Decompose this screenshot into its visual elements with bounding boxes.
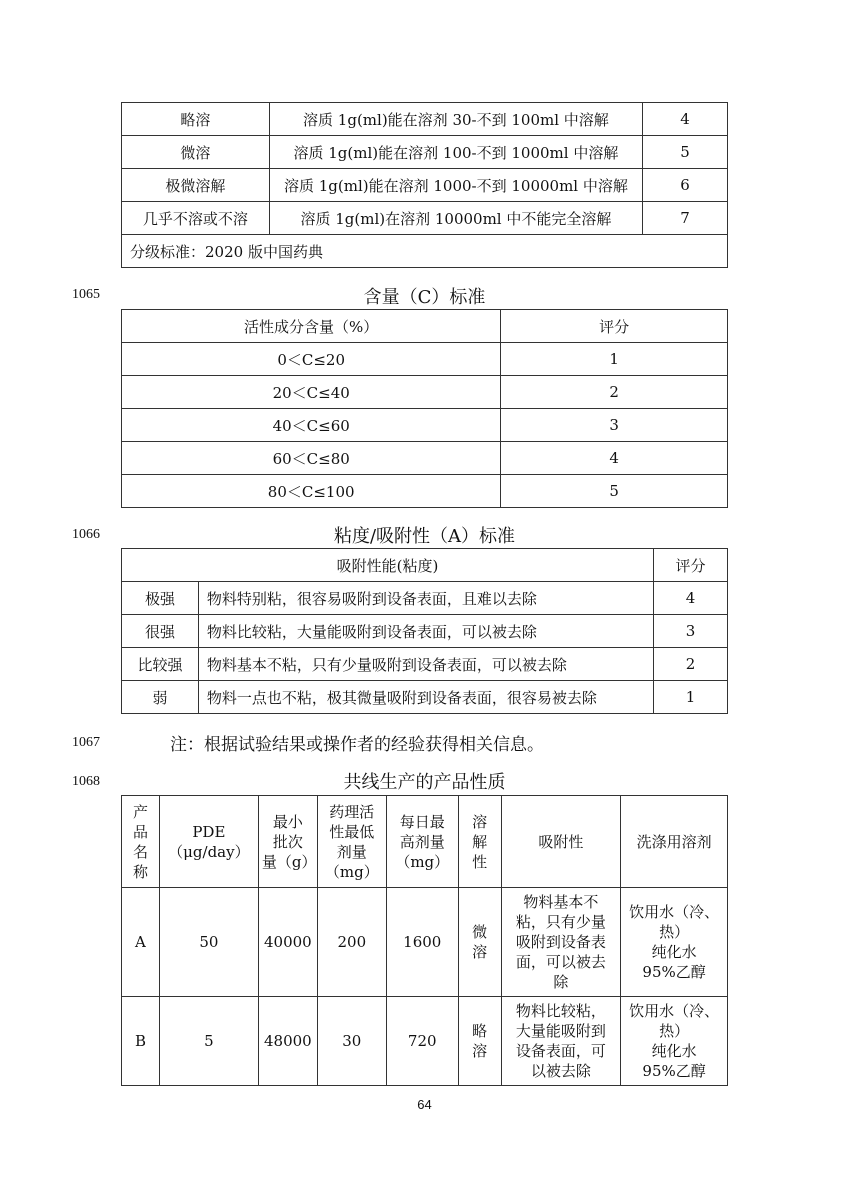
product-solvent [621,888,728,997]
table-row [122,103,728,136]
header-line: （mg） [395,852,450,871]
product-adsorption [501,888,621,997]
table-footer-row [122,235,728,268]
table-row [122,409,728,442]
column-header: 评分 [654,549,728,582]
table-row [122,136,728,169]
product-solvent [621,997,728,1086]
header-line: 溶 [472,812,488,831]
table-row [122,343,728,376]
content-standard-title: 含量（C）标准 [363,287,486,308]
cell-line: 粘，只有少量 [515,913,606,931]
header-line: 性最低 [329,822,375,841]
column-header: 吸附性能(粘度) [122,549,654,582]
header-line: 名 [132,842,148,861]
adsorption-desc: 物料比较粘，大量能吸附到设备表面，可以被去除 [198,615,653,648]
solubility-desc: 溶质 1g(ml)能在溶剂 1000-不到 10000ml 中溶解 [269,169,642,202]
line-number: 1067 [72,735,100,750]
header-line: 性 [472,852,488,871]
content-score: 2 [501,376,728,409]
header-pde [159,796,258,888]
product-name: A [122,888,160,997]
product-daily-dose: 1600 [386,888,458,997]
solubility-term: 微溶 [122,136,270,169]
line-number: 1066 [72,527,100,542]
content-range: 80＜C≤100 [122,475,501,508]
adsorption-level: 很强 [122,615,199,648]
header-line: 产 [132,802,148,821]
table-header-row [122,310,728,343]
product-adsorption [501,997,621,1086]
table-row [122,442,728,475]
cell-line: 溶 [472,943,488,961]
cell-line: 物料比较粘， [515,1002,606,1020]
product-solubility [458,888,501,997]
adsorption-standard-title: 粘度/吸附性（A）标准 [333,526,516,547]
cell-line: 吸附到设备表 [515,933,606,951]
cell-line: 微 [472,923,488,941]
products-title: 共线生产的产品性质 [343,772,506,793]
adsorption-score: 1 [654,681,728,714]
header-line: 称 [132,862,148,881]
product-name: B [122,997,160,1086]
cell-line: 以被去除 [530,1062,591,1080]
adsorption-desc: 物料特别粘，很容易吸附到设备表面，且难以去除 [198,582,653,615]
cell-line: 热） [659,923,690,941]
content-score: 1 [501,343,728,376]
cell-line: 热） [659,1022,690,1040]
header-cleaning-solvent: 洗涤用溶剂 [621,796,728,888]
cell-line: 略 [472,1022,488,1040]
solubility-term: 极微溶解 [122,169,270,202]
header-line: 高剂量 [399,832,445,851]
solubility-desc: 溶质 1g(ml)能在溶剂 30-不到 100ml 中溶解 [269,103,642,136]
solubility-score: 7 [643,202,728,235]
product-pharm-dose: 200 [317,888,386,997]
product-pde: 50 [159,888,258,997]
solubility-score: 6 [643,169,728,202]
solubility-desc: 溶质 1g(ml)在溶剂 10000ml 中不能完全溶解 [269,202,642,235]
cell-line: 大量能吸附到 [515,1022,606,1040]
cell-line: 物料基本不 [523,893,599,911]
content-score: 5 [501,475,728,508]
adsorption-score: 2 [654,648,728,681]
header-line: 剂量 [336,842,367,861]
adsorption-level: 比较强 [122,648,199,681]
header-solubility [458,796,501,888]
cell-line: 面，可以被去 [515,953,606,971]
header-line: 批次 [272,832,303,851]
cell-line: 设备表面，可 [515,1042,606,1060]
solubility-score: 5 [643,136,728,169]
content-range: 60＜C≤80 [122,442,501,475]
header-line: （μg/day） [168,842,250,861]
header-line: 药理活 [329,802,375,821]
header-max-daily-dose [386,796,458,888]
adsorption-score: 3 [654,615,728,648]
note-text: 注：根据试验结果或操作者的经验获得相关信息。 [170,735,544,755]
header-product-name [122,796,160,888]
cell-line: 纯化水 [651,1042,697,1060]
product-min-batch: 48000 [258,997,317,1086]
table-row [122,648,728,681]
table-row [122,169,728,202]
line-number: 1065 [72,287,100,302]
header-line: 品 [132,822,148,841]
content-range: 40＜C≤60 [122,409,501,442]
products-table [121,795,728,1086]
content-range: 0＜C≤20 [122,343,501,376]
header-line: 最小 [272,812,303,831]
content-range: 20＜C≤40 [122,376,501,409]
solubility-term: 几乎不溶或不溶 [122,202,270,235]
product-daily-dose: 720 [386,997,458,1086]
product-min-batch: 40000 [258,888,317,997]
content-score: 3 [501,409,728,442]
adsorption-score: 4 [654,582,728,615]
table-row [122,997,728,1086]
product-pde: 5 [159,997,258,1086]
column-header: 评分 [501,310,728,343]
header-line: （mg） [324,862,379,881]
adsorption-level: 极强 [122,582,199,615]
table-row [122,376,728,409]
content-score: 4 [501,442,728,475]
header-line: PDE [192,822,226,841]
table-row [122,888,728,997]
header-adsorption: 吸附性 [501,796,621,888]
header-line: 解 [472,832,488,851]
adsorption-desc: 物料一点也不粘，极其微量吸附到设备表面，很容易被去除 [198,681,653,714]
adsorption-level: 弱 [122,681,199,714]
line-number: 1068 [72,774,100,789]
cell-line: 饮用水（冷、 [629,903,720,921]
table-row [122,681,728,714]
table-header-row [122,549,728,582]
header-line: 每日最 [399,812,445,831]
table-header-row [122,796,728,888]
cell-line: 纯化水 [651,943,697,961]
table-row [122,582,728,615]
header-line: 量（g） [261,852,317,871]
cell-line: 溶 [472,1042,488,1060]
cell-line: 95%乙醇 [642,963,706,981]
cell-line: 除 [553,973,569,991]
solubility-table [121,102,728,268]
solubility-score: 4 [643,103,728,136]
adsorption-standard-table [121,548,728,714]
cell-line: 饮用水（冷、 [629,1002,720,1020]
solubility-term: 略溶 [122,103,270,136]
product-pharm-dose: 30 [317,997,386,1086]
adsorption-desc: 物料基本不粘，只有少量吸附到设备表面，可以被去除 [198,648,653,681]
cell-line: 95%乙醇 [642,1062,706,1080]
table-row [122,202,728,235]
page-number: 64 [417,1097,432,1112]
content-standard-table [121,309,728,508]
column-header: 活性成分含量（%） [122,310,501,343]
header-min-pharm-dose [317,796,386,888]
table-row [122,615,728,648]
solubility-desc: 溶质 1g(ml)能在溶剂 100-不到 1000ml 中溶解 [269,136,642,169]
grading-standard-note: 分级标准：2020 版中国药典 [122,235,728,268]
table-row [122,475,728,508]
product-solubility [458,997,501,1086]
header-min-batch [258,796,317,888]
